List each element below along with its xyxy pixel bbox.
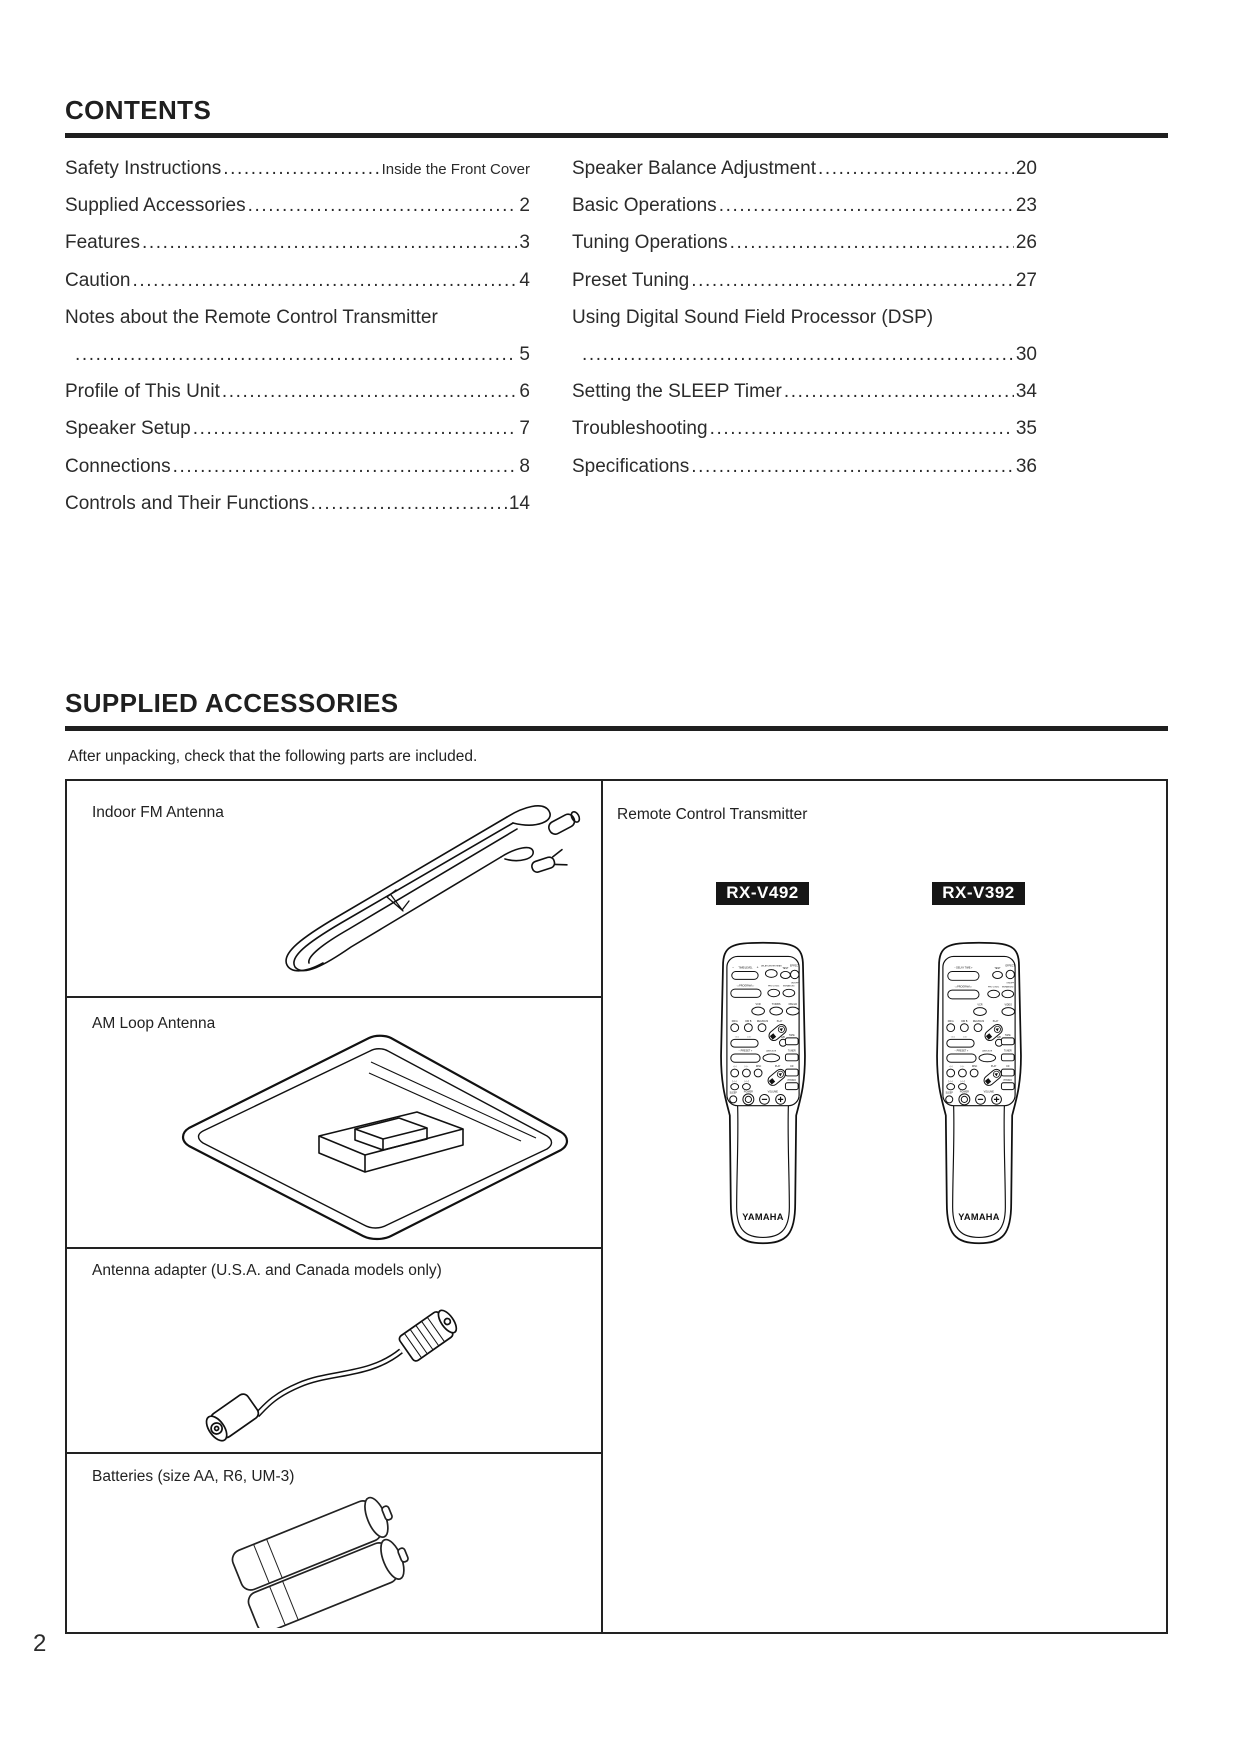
cd-label: CD (1005, 1066, 1009, 1069)
dot-leader (818, 150, 1014, 187)
sleep-button (729, 1096, 736, 1103)
rec-paus-button (758, 1024, 766, 1032)
dot-leader (222, 373, 518, 410)
tuner-button (1001, 1054, 1014, 1061)
dot-leader (142, 224, 517, 261)
page-number: 2 (33, 1630, 47, 1657)
dir-a-label: DIR A (731, 1020, 738, 1023)
effect-label: EFFECT (789, 964, 799, 968)
dir-b-button (960, 1024, 968, 1032)
supplied-accessories-title: SUPPLIED ACCESSORIES (65, 688, 1168, 731)
toc-entry: Safety Instructions ..... Inside the Front Cover (65, 150, 530, 187)
toc-entry: Supplied Accessories ..... 2 (65, 187, 530, 224)
dot-leader (691, 448, 1014, 485)
play-label: PLAY (992, 1020, 998, 1023)
toc-column-right (572, 150, 1037, 522)
program-label: ◁ PROGRAM ▷ (736, 984, 754, 988)
am-loop-wire (183, 1036, 567, 1239)
antenna-adapter-illustration (179, 1277, 509, 1445)
disc-button (754, 1069, 762, 1077)
power-label: POWER (743, 1090, 753, 1094)
dot-leader (75, 336, 517, 373)
enhanced-label: ENHANCED (1001, 986, 1013, 989)
delay-time-button (947, 971, 978, 980)
volume-label: VOLUME (767, 1090, 778, 1094)
accessory-label: Batteries (size AA, R6, UM-3) (92, 1467, 295, 1485)
supplied-accessories-section (65, 688, 1168, 1634)
disc-button (970, 1069, 978, 1077)
power-button (742, 1094, 753, 1105)
accessory-label: Antenna adapter (U.S.A. and Canada models only) (92, 1261, 442, 1279)
rec-paus-label: REC/PAUS (756, 1020, 768, 1023)
tv-dbs-button (769, 1007, 782, 1015)
dir-b-label: DIR B (960, 1020, 967, 1023)
accessory-cell-antenna-adapter (67, 1249, 601, 1454)
accessory-cell-am-loop (67, 998, 601, 1249)
disc-label: DISC (755, 1066, 761, 1069)
remote-rxv392-illustration (915, 933, 1043, 1255)
delay-center-rear-label: DELAY/CENTER REAR (760, 965, 782, 968)
pro-logic-button (987, 990, 999, 997)
toc-entry: Setting the SLEEP Timer ..... 34 (572, 373, 1037, 410)
cd-button (1001, 1069, 1014, 1076)
tape-direction-button (730, 1039, 757, 1047)
toc-entry: Caution ..... 4 (65, 262, 530, 299)
toc-entry-continuation: ..... 30 (572, 336, 1037, 373)
skip-back-button (730, 1083, 738, 1089)
table-of-contents (65, 150, 1168, 522)
tape-direction-button (946, 1039, 973, 1047)
batteries-illustration (173, 1478, 473, 1628)
enhanced-button (1001, 990, 1013, 997)
phono-label: PHONO (1003, 1079, 1012, 1082)
abcde-button (763, 1054, 780, 1062)
model-badge-rxv392: RX-V392 (932, 882, 1024, 905)
play-label: PLAY (990, 1066, 996, 1069)
rec-paus-label: REC/PAUS (972, 1020, 984, 1023)
program-button (947, 990, 978, 999)
indoor-fm-antenna-illustration (245, 787, 597, 992)
skip-forward-icon: ▷▷| (743, 1079, 749, 1083)
play-label: PLAY (774, 1066, 780, 1069)
toc-entry: Specifications ..... 36 (572, 448, 1037, 485)
tuner-label: TUNER (787, 1050, 796, 1053)
delay-center-rear-button (765, 969, 777, 977)
tuner-label: TUNER (1003, 1050, 1012, 1053)
phono-button (785, 1083, 798, 1090)
vcr-label: VCR (976, 1003, 983, 1007)
preset-button (730, 1054, 759, 1062)
accessory-label: AM Loop Antenna (92, 1014, 216, 1032)
effect-label: EFFECT (1005, 964, 1015, 968)
a-b-label: A/B (780, 1036, 785, 1039)
rewind-icon: ◁◁ (734, 1035, 739, 1039)
cd-forward-button (742, 1069, 750, 1077)
skip-forward-button (958, 1083, 966, 1089)
power-label: POWER (959, 1090, 969, 1094)
pro-logic-button (767, 989, 779, 996)
dir-a-button (946, 1024, 954, 1032)
power-button (958, 1094, 969, 1105)
cbl-ld-button (786, 1007, 799, 1015)
rewind-icon: ◁◁ (948, 1065, 953, 1069)
vcr-label: VCR (755, 1003, 761, 1007)
toc-column-left (65, 150, 530, 522)
cd-rewind-button (946, 1069, 954, 1077)
accessories-left-column (67, 781, 603, 1632)
dir-a-button (730, 1024, 738, 1032)
toc-entry-continuation: ..... 5 (65, 336, 530, 373)
toc-entry: Preset Tuning ..... 27 (572, 262, 1037, 299)
tv-dbs-label: TV/DBS (771, 1003, 781, 1007)
enhanced-label: ENHANCED (782, 985, 795, 988)
toc-entry: Basic Operations ..... 23 (572, 187, 1037, 224)
am-loop-antenna-illustration (159, 1026, 589, 1244)
rec-paus-button (974, 1024, 982, 1032)
skip-forward-icon: ▷▷| (959, 1079, 965, 1083)
abcde-label: A/B/C/D/E (765, 1050, 776, 1053)
test-label: TEST (993, 966, 1001, 970)
preset-label: − PRESET + (954, 1049, 968, 1053)
program-button (730, 989, 760, 997)
sleep-label: SLEEP (729, 1092, 737, 1095)
video-label: VIDEO (1003, 1003, 1012, 1007)
forward-icon: ▷▷ (960, 1065, 964, 1069)
yamaha-logo: YAMAHA (741, 1211, 784, 1222)
toc-entry: Using Digital Sound Field Processor (DSP) (572, 306, 934, 328)
phono-button (1001, 1083, 1014, 1090)
forward-icon: ▷▷ (962, 1035, 967, 1039)
adapter-drawing (202, 1306, 460, 1444)
accessory-cell-fm-antenna (67, 781, 601, 998)
abcde-label: A/B/C/D/E (981, 1050, 992, 1053)
skip-forward-button (742, 1083, 750, 1089)
rewind-icon: ◁◁ (950, 1035, 955, 1039)
toc-entry: Features ..... 3 (65, 224, 530, 261)
minus-icon: − (731, 965, 734, 970)
dot-leader (133, 262, 518, 299)
pro-logic-label: PRO LOGIC (987, 986, 999, 989)
phono-label: PHONO (787, 1079, 796, 1082)
cd-button (785, 1069, 798, 1076)
cd-play-stop-button (982, 1067, 1003, 1087)
dir-b-button (744, 1024, 752, 1032)
cd-forward-button (958, 1069, 966, 1077)
fm-antenna-wire (286, 806, 581, 971)
skip-back-icon: |◁◁ (948, 1079, 953, 1083)
battery-pair (229, 1492, 414, 1628)
preset-button (946, 1054, 975, 1062)
dot-leader (582, 336, 1014, 373)
dot-leader (193, 410, 518, 447)
remote-figure-rxv492 (699, 882, 827, 1255)
dot-leader (730, 224, 1014, 261)
toc-entry: Profile of This Unit ..... 6 (65, 373, 530, 410)
dot-leader (248, 187, 518, 224)
vcr-button (751, 1007, 764, 1015)
preset-label: − PRESET + (738, 1049, 752, 1053)
toc-entry: Tuning Operations ..... 26 (572, 224, 1037, 261)
accessory-cell-batteries (67, 1454, 601, 1632)
contents-section (65, 0, 1168, 522)
toc-entry: Troubleshooting ..... 35 (572, 410, 1037, 447)
volume-label: VOLUME (983, 1090, 994, 1094)
delay-time-label: − DELAY TIME + (953, 966, 973, 970)
yamaha-logo: YAMAHA (957, 1211, 1000, 1222)
vcr-button (973, 1008, 986, 1016)
sleep-button (945, 1096, 952, 1103)
remote-rxv492-illustration (699, 933, 827, 1255)
time-level-button (731, 971, 757, 979)
dir-b-label: DIR B (744, 1020, 751, 1023)
disc-label: DISC (971, 1066, 977, 1069)
toc-entry: Notes about the Remote Control Transmitter (65, 306, 438, 328)
dot-leader (311, 485, 507, 522)
cd-rewind-button (730, 1069, 738, 1077)
accessories-intro-text: After unpacking, check that the following parts are included. (68, 747, 478, 765)
time-level-label: TIME/LEVEL (737, 966, 752, 970)
accessory-cell-remote (603, 781, 1166, 1632)
cd-label: CD (789, 1066, 793, 1069)
test-button (780, 971, 790, 978)
play-label: PLAY (776, 1020, 782, 1023)
rewind-icon: ◁◁ (732, 1065, 737, 1069)
on-off-label: ON/OFF (790, 982, 799, 985)
dir-a-label: DIR A (947, 1020, 954, 1023)
sleep-label: SLEEP (945, 1092, 953, 1095)
tuner-button (785, 1054, 798, 1061)
dot-leader (710, 410, 1014, 447)
dot-leader (691, 262, 1014, 299)
enhanced-button (783, 989, 795, 996)
pro-logic-label: PRO LOGIC (767, 985, 779, 988)
toc-entry: Speaker Balance Adjustment ..... 20 (572, 150, 1037, 187)
test-button (992, 971, 1002, 978)
tape-label: TAPE (788, 1034, 795, 1037)
model-badge-rxv492: RX-V492 (716, 882, 808, 905)
skip-back-button (946, 1083, 954, 1089)
tape-label: TAPE (1004, 1034, 1011, 1037)
accessories-table (65, 779, 1168, 1634)
a-b-label: A/B (996, 1036, 1001, 1039)
dot-leader (173, 448, 518, 485)
video-button (1001, 1008, 1014, 1016)
effect-button (790, 970, 798, 978)
forward-icon: ▷▷ (744, 1065, 748, 1069)
toc-entry: Connections ..... 8 (65, 448, 530, 485)
contents-title: CONTENTS (65, 95, 1168, 138)
on-off-label: ON/OFF (1005, 982, 1014, 985)
toc-entry: Speaker Setup ..... 7 (65, 410, 530, 447)
forward-icon: ▷▷ (746, 1035, 751, 1039)
tape-button (785, 1038, 798, 1045)
skip-back-icon: |◁◁ (732, 1079, 737, 1083)
test-label: TEST (781, 966, 789, 970)
accessory-label: Indoor FM Antenna (92, 803, 224, 821)
dot-leader (223, 150, 379, 187)
dot-leader (719, 187, 1014, 224)
remote-figure-rxv392 (915, 882, 1043, 1255)
effect-button (1006, 970, 1014, 978)
plus-icon: + (756, 965, 759, 970)
remotes-row (589, 882, 1152, 1255)
cd-play-stop-button (766, 1067, 787, 1087)
dot-leader (784, 373, 1014, 410)
toc-entry: Controls and Their Functions ..... 14 (65, 485, 530, 522)
abcde-button (979, 1054, 996, 1062)
cbl-ld-label: CBL/LD (788, 1003, 797, 1007)
accessory-label: Remote Control Transmitter (617, 805, 808, 823)
program-label: ◁ PROGRAM ▷ (954, 985, 972, 989)
tape-button (1001, 1038, 1014, 1045)
